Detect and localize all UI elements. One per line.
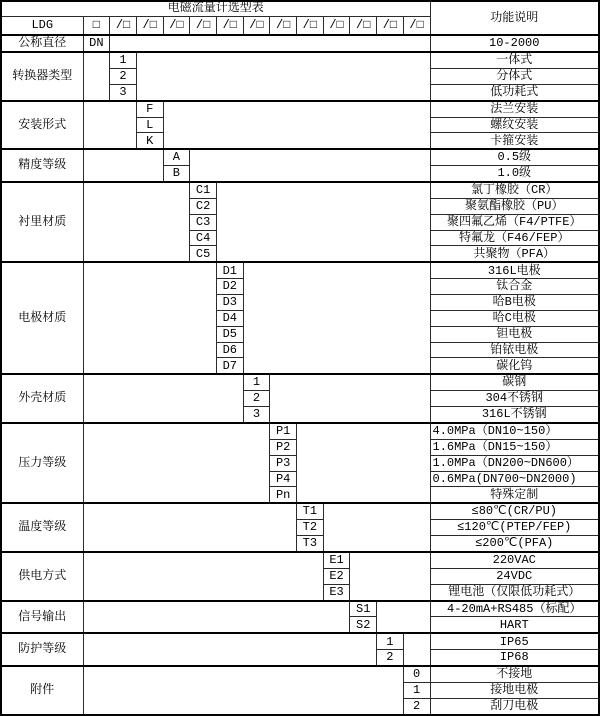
section-label: 附件	[1, 666, 83, 715]
section-label: 衬里材质	[1, 182, 83, 262]
code-cell: A	[163, 149, 190, 165]
code-cell: C3	[190, 214, 217, 230]
empty-left-span	[83, 423, 270, 503]
empty-left-span	[83, 101, 136, 150]
empty-right-span	[323, 503, 430, 552]
section-label: 外壳材质	[1, 374, 83, 423]
desc-cell: 螺纹安装	[430, 117, 599, 133]
selection-table-body	[1, 1, 599, 715]
code-cell: P3	[270, 455, 297, 471]
table-row	[1, 101, 599, 117]
code-cell: T2	[297, 520, 324, 536]
section-label: 温度等级	[1, 503, 83, 552]
model-slot-box: □	[83, 16, 110, 35]
desc-cell: 1.6MPa（DN15~150）	[430, 439, 599, 455]
code-cell: P2	[270, 439, 297, 455]
desc-cell: 碳钢	[430, 374, 599, 390]
table-row	[1, 149, 599, 165]
desc-cell: IP65	[430, 633, 599, 649]
code-cell: E3	[323, 584, 350, 600]
code-cell: T1	[297, 503, 324, 519]
empty-left-span	[83, 182, 190, 262]
desc-cell: 低功耗式	[430, 84, 599, 100]
empty-left-span	[83, 552, 323, 601]
desc-cell: 钛合金	[430, 279, 599, 295]
section-label: 信号输出	[1, 601, 83, 634]
desc-cell: ≤80℃(CR/PU)	[430, 503, 599, 519]
title-row	[1, 1, 599, 16]
desc-cell: 316L不锈钢	[430, 407, 599, 423]
empty-right-span	[136, 52, 430, 101]
desc-cell: 304不锈钢	[430, 391, 599, 407]
code-cell: D3	[216, 295, 243, 311]
empty-right-span	[297, 423, 431, 503]
table-row	[1, 552, 599, 568]
table-row	[1, 633, 599, 649]
code-cell: 1	[110, 52, 137, 68]
code-cell: D7	[216, 358, 243, 374]
empty-right-span	[403, 633, 430, 666]
model-slot-box: /□	[270, 16, 297, 35]
desc-cell: 316L电极	[430, 262, 599, 278]
desc-cell: 分体式	[430, 68, 599, 84]
section-label: 公称直径	[1, 35, 83, 52]
model-slot-box: /□	[136, 16, 163, 35]
code-cell: F	[136, 101, 163, 117]
section-label: 转换器类型	[1, 52, 83, 101]
empty-left-span	[83, 149, 163, 182]
desc-cell: 卡箍安装	[430, 133, 599, 149]
desc-cell: 哈B电极	[430, 295, 599, 311]
section-label: 精度等级	[1, 149, 83, 182]
code-cell: 1	[403, 683, 430, 699]
desc-cell: 4-20mA+RS485（标配）	[430, 601, 599, 617]
empty-left-span	[83, 601, 350, 634]
code-cell: 2	[110, 68, 137, 84]
model-slot-box: /□	[403, 16, 430, 35]
code-cell: L	[136, 117, 163, 133]
model-slot-box: /□	[243, 16, 270, 35]
desc-cell: HART	[430, 617, 599, 633]
table-row	[1, 666, 599, 682]
code-cell: C1	[190, 182, 217, 198]
code-cell: T3	[297, 536, 324, 552]
code-cell: C5	[190, 246, 217, 262]
model-slot-box: /□	[377, 16, 404, 35]
code-cell: S2	[350, 617, 377, 633]
empty-right-span	[377, 601, 430, 634]
desc-cell: 锂电池（仅限低功耗式）	[430, 584, 599, 600]
code-cell: D4	[216, 310, 243, 326]
code-cell: Pn	[270, 487, 297, 503]
desc-cell: 一体式	[430, 52, 599, 68]
desc-cell: 法兰安装	[430, 101, 599, 117]
code-cell: 0	[403, 666, 430, 682]
function-column-header: 功能说明	[430, 1, 599, 35]
code-cell: D6	[216, 342, 243, 358]
desc-cell: 聚氨酯橡胶（PU）	[430, 198, 599, 214]
code-cell: P4	[270, 471, 297, 487]
empty-right-span	[350, 552, 430, 601]
model-slot-box: /□	[350, 16, 377, 35]
code-cell: D2	[216, 279, 243, 295]
table-row	[1, 182, 599, 198]
desc-cell: 不接地	[430, 666, 599, 682]
code-cell: D1	[216, 262, 243, 278]
code-cell: B	[163, 166, 190, 182]
table-row	[1, 35, 599, 52]
model-prefix: LDG	[1, 16, 83, 35]
code-cell: DN	[83, 35, 110, 52]
code-cell: K	[136, 133, 163, 149]
desc-cell: 1.0级	[430, 166, 599, 182]
code-cell: 3	[110, 84, 137, 100]
desc-cell: 4.0MPa（DN10~150）	[430, 423, 599, 439]
empty-right-span	[270, 374, 430, 423]
table-row	[1, 601, 599, 617]
desc-cell: 刮刀电极	[430, 698, 599, 715]
desc-cell: 碳化钨	[430, 358, 599, 374]
section-label: 防护等级	[1, 633, 83, 666]
desc-cell: 哈C电极	[430, 310, 599, 326]
table-row	[1, 374, 599, 390]
empty-right-span	[216, 182, 430, 262]
model-slot-box: /□	[297, 16, 324, 35]
code-cell: 1	[243, 374, 270, 390]
code-cell: 3	[243, 407, 270, 423]
empty-left-span	[83, 666, 403, 715]
empty-right-span	[190, 149, 430, 182]
model-slot-box: /□	[323, 16, 350, 35]
desc-cell: 共聚物（PFA）	[430, 246, 599, 262]
table-row	[1, 503, 599, 519]
desc-cell: 铂铱电极	[430, 342, 599, 358]
code-cell: 2	[377, 650, 404, 666]
desc-cell: ≤200℃(PFA)	[430, 536, 599, 552]
code-cell: 2	[403, 698, 430, 715]
model-slot-box: /□	[163, 16, 190, 35]
empty-left-span	[83, 374, 243, 423]
section-label: 安装形式	[1, 101, 83, 150]
model-slot-box: /□	[110, 16, 137, 35]
table-title: 电磁流量计选型表	[1, 1, 430, 16]
section-label: 压力等级	[1, 423, 83, 503]
code-cell: C2	[190, 198, 217, 214]
desc-cell: 特殊定制	[430, 487, 599, 503]
desc-cell: 0.6MPa(DN700~DN2000)	[430, 471, 599, 487]
empty-right-span	[163, 101, 430, 150]
desc-cell: 24VDC	[430, 568, 599, 584]
section-label: 供电方式	[1, 552, 83, 601]
desc-cell: 钽电极	[430, 326, 599, 342]
empty-right-span	[243, 262, 430, 374]
desc-cell: 聚四氟乙烯（F4/PTFE）	[430, 214, 599, 230]
desc-cell: 接地电极	[430, 683, 599, 699]
desc-cell: 0.5级	[430, 149, 599, 165]
desc-cell: ≤120℃(PTEP/FEP)	[430, 520, 599, 536]
code-cell: 2	[243, 391, 270, 407]
section-label: 电极材质	[1, 262, 83, 374]
model-slot-box: /□	[190, 16, 217, 35]
desc-cell: 1.0MPa（DN200~DN600）	[430, 455, 599, 471]
desc-cell: 氯丁橡胶（CR）	[430, 182, 599, 198]
table-row	[1, 423, 599, 439]
empty-left-span	[83, 262, 216, 374]
desc-cell: IP68	[430, 650, 599, 666]
empty-left-span	[83, 52, 110, 101]
code-cell: C4	[190, 230, 217, 246]
code-cell: 1	[377, 633, 404, 649]
desc-cell: 特氟龙（F46/FEP）	[430, 230, 599, 246]
desc-cell: 10-2000	[430, 35, 599, 52]
table-row	[1, 262, 599, 278]
table-row	[1, 52, 599, 68]
empty-right-span	[110, 35, 430, 52]
code-cell: E1	[323, 552, 350, 568]
desc-cell: 220VAC	[430, 552, 599, 568]
code-cell: P1	[270, 423, 297, 439]
empty-left-span	[83, 503, 297, 552]
empty-left-span	[83, 633, 377, 666]
code-cell: E2	[323, 568, 350, 584]
code-cell: S1	[350, 601, 377, 617]
code-cell: D5	[216, 326, 243, 342]
model-slot-box: /□	[216, 16, 243, 35]
